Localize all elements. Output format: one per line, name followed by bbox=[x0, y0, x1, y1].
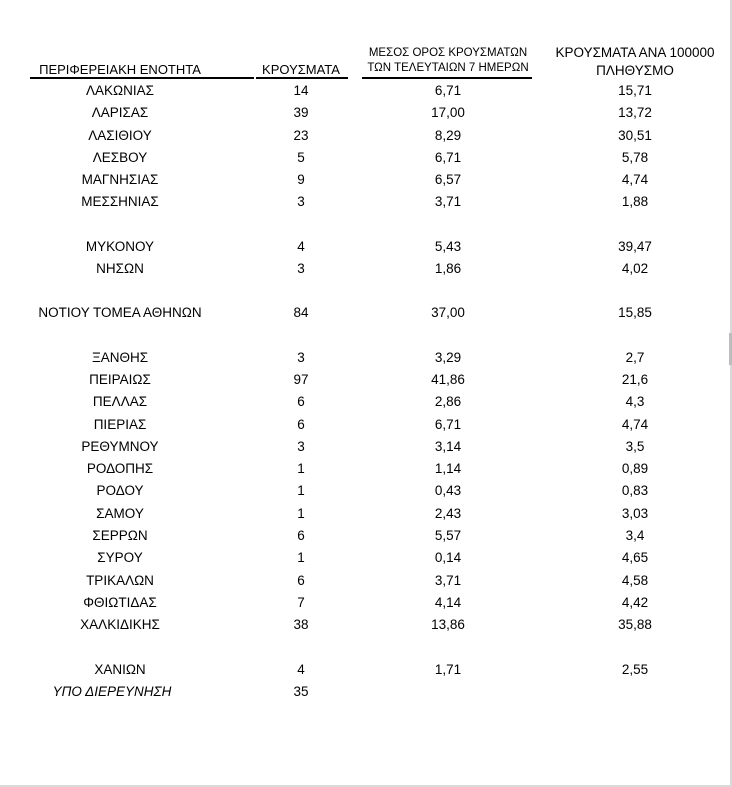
per-100000-value: 30,51 bbox=[618, 127, 652, 143]
region-name: ΜΑΓΝΗΣΙΑΣ bbox=[81, 172, 159, 188]
per-100000-value: 1,88 bbox=[621, 194, 649, 210]
table-row bbox=[0, 414, 732, 436]
cases-value: 84 bbox=[293, 305, 309, 321]
cases-value: 1 bbox=[297, 483, 305, 499]
table-row bbox=[0, 258, 732, 280]
average-value: 6,71 bbox=[434, 416, 462, 432]
header-underline-region bbox=[30, 77, 254, 79]
region-name: ΥΠΟ ΔΙΕΡΕΥΝΗΣΗ bbox=[52, 683, 172, 699]
region-name: ΝΟΤΙΟΥ ΤΟΜΕΑ ΑΘΗΝΩΝ bbox=[38, 305, 202, 321]
per-100000-value: 4,02 bbox=[621, 261, 649, 277]
cases-value: 39 bbox=[293, 105, 309, 121]
per-100000-value: 0,83 bbox=[621, 483, 649, 499]
region-name: ΛΕΣΒΟΥ bbox=[92, 149, 148, 165]
cases-value: 9 bbox=[297, 172, 305, 188]
header-per-line1: ΚΡΟΥΣΜΑΤΑ ΑΝΑ 100000 bbox=[555, 45, 715, 60]
table-row bbox=[0, 525, 732, 547]
average-value: 5,57 bbox=[434, 528, 462, 544]
region-name: ΜΕΣΣΗΝΙΑΣ bbox=[81, 194, 159, 210]
header-per-line2: ΠΛΗΘΥΣΜΟ bbox=[596, 63, 674, 78]
table-row bbox=[0, 125, 732, 147]
cases-value: 6 bbox=[297, 416, 305, 432]
cases-value: 3 bbox=[297, 194, 305, 210]
region-name: ΣΕΡΡΩΝ bbox=[92, 528, 148, 544]
region-name: ΛΑΡΙΣΑΣ bbox=[91, 105, 149, 121]
average-value: 1,14 bbox=[434, 461, 462, 477]
cases-value: 1 bbox=[297, 505, 305, 521]
region-name: ΦΘΙΩΤΙΔΑΣ bbox=[83, 594, 157, 610]
cases-value: 1 bbox=[297, 550, 305, 566]
region-name: ΛΑΚΩΝΙΑΣ bbox=[86, 83, 154, 98]
table-row bbox=[0, 570, 732, 592]
average-value: 3,71 bbox=[434, 572, 462, 588]
region-name: ΧΑΛΚΙΔΙΚΗΣ bbox=[80, 617, 160, 633]
region-name: ΛΑΣΙΘΙΟΥ bbox=[88, 127, 152, 143]
per-100000-value: 4,42 bbox=[621, 594, 649, 610]
table-row bbox=[0, 503, 732, 525]
per-100000-value: 3,5 bbox=[625, 438, 645, 454]
per-100000-value: 15,85 bbox=[618, 305, 652, 321]
header-average-line2: ΤΩΝ ΤΕΛΕΥΤΑΙΩΝ 7 ΗΜΕΡΩΝ bbox=[367, 62, 529, 74]
header-average-7-days bbox=[358, 46, 538, 76]
cases-value: 7 bbox=[297, 594, 305, 610]
table-row bbox=[0, 236, 732, 258]
region-name: ΠΕΙΡΑΙΩΣ bbox=[89, 371, 151, 387]
per-100000-value: 5,78 bbox=[621, 149, 649, 165]
cases-value: 6 bbox=[297, 528, 305, 544]
region-name: ΡΟΔΟΥ bbox=[96, 483, 144, 499]
average-value: 37,00 bbox=[431, 305, 465, 321]
header-region: ΠΕΡΙΦΕΡΕΙΑΚΗ ΕΝΟΤΗΤΑ bbox=[39, 62, 201, 77]
per-100000-value: 39,47 bbox=[618, 238, 652, 254]
average-value: 1,86 bbox=[434, 261, 462, 277]
table-row bbox=[0, 659, 732, 681]
average-value: 5,43 bbox=[434, 238, 462, 254]
table-row bbox=[0, 547, 732, 569]
average-value: 17,00 bbox=[431, 105, 465, 121]
average-value: 2,43 bbox=[434, 505, 462, 521]
average-value: 3,29 bbox=[434, 349, 462, 365]
cases-value: 97 bbox=[293, 371, 309, 387]
region-name: ΣΑΜΟΥ bbox=[96, 505, 144, 521]
table-row bbox=[0, 681, 732, 703]
table-row bbox=[0, 436, 732, 458]
per-100000-value: 2,7 bbox=[625, 349, 645, 365]
cases-value: 1 bbox=[297, 461, 305, 477]
cases-value: 35 bbox=[293, 683, 309, 699]
per-100000-value: 35,88 bbox=[618, 617, 652, 633]
region-name: ΣΥΡΟΥ bbox=[97, 550, 143, 566]
region-name: ΡΕΘΥΜΝΟΥ bbox=[81, 438, 159, 454]
per-100000-value: 4,3 bbox=[625, 394, 645, 410]
per-100000-value: 4,74 bbox=[621, 172, 649, 188]
cases-value: 5 bbox=[297, 149, 305, 165]
region-name: ΞΑΝΘΗΣ bbox=[91, 349, 149, 365]
cases-value: 4 bbox=[297, 661, 305, 677]
header-cases: ΚΡΟΥΣΜΑΤΑ bbox=[262, 62, 340, 77]
region-name: ΤΡΙΚΑΛΩΝ bbox=[86, 572, 154, 588]
per-100000-value: 0,89 bbox=[621, 461, 649, 477]
region-name: ΜΥΚΟΝΟΥ bbox=[85, 238, 155, 254]
per-100000-value: 2,55 bbox=[621, 661, 649, 677]
per-100000-value: 13,72 bbox=[618, 105, 652, 121]
table-row bbox=[0, 592, 732, 614]
average-value: 13,86 bbox=[431, 617, 465, 633]
average-value: 3,71 bbox=[434, 194, 462, 210]
table-row bbox=[0, 480, 732, 502]
header-per-100000 bbox=[545, 44, 725, 80]
region-name: ΡΟΔΟΠΗΣ bbox=[86, 461, 154, 477]
table-row bbox=[0, 102, 732, 124]
average-value: 2,86 bbox=[434, 394, 462, 410]
region-name: ΧΑΝΙΩΝ bbox=[94, 661, 146, 677]
header-underline-average bbox=[362, 77, 532, 79]
average-value: 6,71 bbox=[434, 149, 462, 165]
table-row bbox=[0, 80, 732, 102]
table-row bbox=[0, 458, 732, 480]
region-name: ΠΙΕΡΙΑΣ bbox=[93, 416, 147, 432]
table-row bbox=[0, 391, 732, 413]
average-value: 6,57 bbox=[434, 172, 462, 188]
cases-value: 3 bbox=[297, 438, 305, 454]
region-name: ΠΕΛΛΑΣ bbox=[92, 394, 148, 410]
average-value: 3,14 bbox=[434, 438, 462, 454]
cases-value: 38 bbox=[293, 617, 309, 633]
cases-value: 3 bbox=[297, 261, 305, 277]
region-name: ΝΗΣΩΝ bbox=[96, 261, 144, 277]
table-row bbox=[0, 369, 732, 391]
per-100000-value: 15,71 bbox=[618, 83, 652, 98]
table-row bbox=[0, 347, 732, 369]
table-row bbox=[0, 191, 732, 213]
average-value: 0,14 bbox=[434, 550, 462, 566]
cases-value: 14 bbox=[293, 83, 309, 98]
table-row bbox=[0, 169, 732, 191]
cases-value: 6 bbox=[297, 572, 305, 588]
per-100000-value: 21,6 bbox=[621, 371, 649, 387]
per-100000-value: 4,65 bbox=[621, 550, 649, 566]
per-100000-value: 4,58 bbox=[621, 572, 649, 588]
average-value: 0,43 bbox=[434, 483, 462, 499]
average-value: 4,14 bbox=[434, 594, 462, 610]
average-value: 6,71 bbox=[434, 83, 462, 98]
per-100000-value: 3,03 bbox=[621, 505, 649, 521]
cases-value: 3 bbox=[297, 349, 305, 365]
average-value: 41,86 bbox=[431, 371, 465, 387]
cases-value: 6 bbox=[297, 394, 305, 410]
cases-value: 23 bbox=[293, 127, 309, 143]
header-underline-cases bbox=[256, 77, 348, 79]
header-average-line1: ΜΕΣΟΣ ΟΡΟΣ ΚΡΟΥΣΜΑΤΩΝ bbox=[368, 47, 528, 59]
table-row bbox=[0, 147, 732, 169]
average-value: 8,29 bbox=[434, 127, 462, 143]
table-row bbox=[0, 302, 732, 324]
table-row bbox=[0, 614, 732, 636]
per-100000-value: 3,4 bbox=[625, 528, 645, 544]
data-table bbox=[0, 80, 732, 703]
cases-value: 4 bbox=[297, 238, 305, 254]
average-value: 1,71 bbox=[434, 661, 462, 677]
per-100000-value: 4,74 bbox=[621, 416, 649, 432]
